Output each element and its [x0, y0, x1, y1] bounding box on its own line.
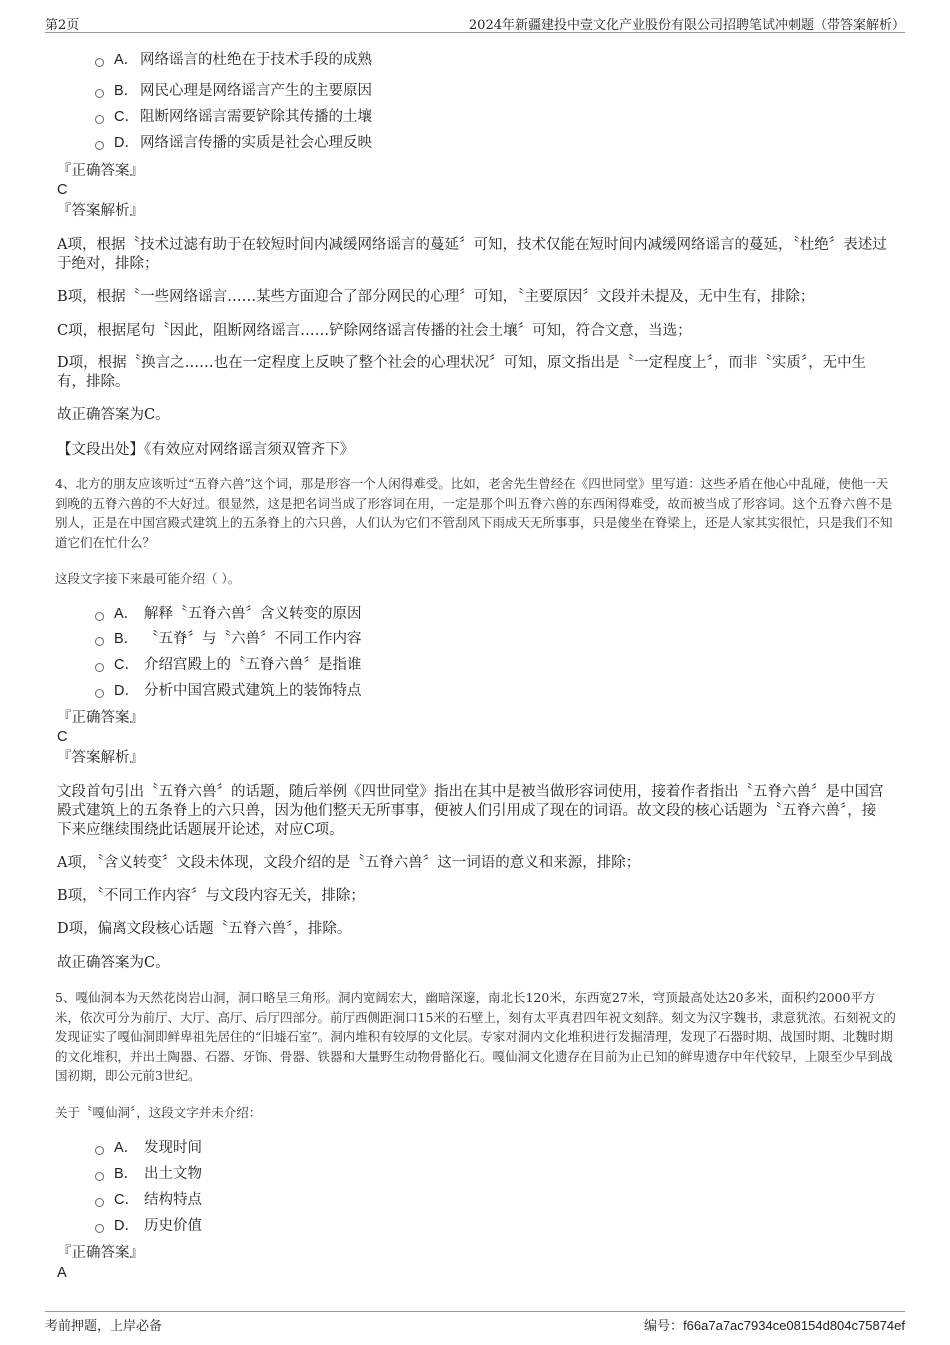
document-title: 2024年新疆建投中壹文化产业股份有限公司招聘笔试冲刺题（带答案解析） — [468, 18, 905, 33]
q5-answer: A — [57, 1265, 67, 1281]
q3-analysis-a: A项，根据〝技术过滤有助于在较短时间内减缓网络谣言的蔓延〞可知，技术仅能在短时间内减缓网络谣言的蔓延，〝杜绝〞表述过于绝对，排除； — [57, 237, 887, 272]
radio-icon[interactable] — [95, 1172, 104, 1181]
q4-analysis-heading: 『答案解析』 — [57, 750, 144, 766]
radio-icon[interactable] — [95, 689, 104, 698]
page-number: 第2页 — [45, 18, 80, 33]
q3-option-c[interactable]: C．阻断网络谣言需要铲除其传播的土壤 — [95, 107, 372, 127]
q3-option-d[interactable]: D．网络谣言传播的实质是社会心理反映 — [95, 133, 372, 153]
q4-stem: 4、北方的朋友应该听过“五脊六兽”这个词，那是形容一个人闲得难受。比如，老舍先生曾经在《四世同堂》里写道：这些矛盾在他心中乱碰，使他一天到晚的五脊六兽的不大好过。很显然，这是把名词当成了形容词在用，一定是那个叫五脊六兽的东西闲得难受，故而被当成了形容词。这个五脊六兽不是别人，正是在中国宫殿式建筑上的五条脊上的六只兽，人们认为它们不管刮风下雨成天无所事事，只是傻坐在脊梁上，还是人家其实很忙，只是我们不知道它们在忙什么？ — [55, 476, 893, 550]
radio-icon[interactable] — [95, 1224, 104, 1233]
radio-icon[interactable] — [95, 141, 104, 150]
q3-answer: C — [57, 182, 68, 198]
q3-source: 【文段出处】《有效应对网络谣言须双管齐下》 — [57, 442, 355, 458]
q5-stem: 5、嘎仙洞本为天然花岗岩山洞，洞口略呈三角形。洞内宽阔宏大，幽暗深邃，南北长120米，东西宽27米，穹顶最高处达20多米，面积约2000平方米，依次可分为前厅、大厅、高厅、后厅四部分。前厅西侧距洞口15米的石壁上，刻有太平真君四年祝文刻辞。刻文为汉字魏书，隶意犹浓。石刻祝文的发现证实了嘎仙洞即鲜卑祖先居住的“旧墟石室”。洞内堆积有较厚的文化层。专家对洞内文化堆积进行发掘清理，发现了石器时期、战国时期、北魏时期的文化堆积，并出土陶器、石器、牙饰、骨器、铁器和大量野生动物骨骼化石。嘎仙洞文化遗存在目前为止已知的鲜卑遗存中年代较早，上限至少早到战国初期，即公元前3世纪。 — [55, 990, 896, 1083]
radio-icon[interactable] — [95, 1146, 104, 1155]
q4-analysis-a: A项，〝含义转变〞文段未体现，文段介绍的是〝五脊六兽〞这一词语的意义和来源，排除； — [57, 855, 641, 871]
q5-option-b[interactable]: B． 出土文物 — [95, 1164, 202, 1184]
q4-option-a[interactable]: A． 解释〝五脊六兽〞含义转变的原因 — [95, 604, 362, 624]
q4-option-b[interactable]: B． 〝五脊〞与〝六兽〞不同工作内容 — [95, 629, 362, 649]
q4-question: 这段文字接下来最可能介绍（ ）。 — [55, 571, 241, 586]
radio-icon[interactable] — [95, 58, 104, 67]
document-code: 编号：f66a7a7ac7934ce08154d804c75874ef — [644, 1318, 905, 1334]
q5-option-c[interactable]: C． 结构特点 — [95, 1190, 202, 1210]
radio-icon[interactable] — [95, 637, 104, 646]
q3-analysis-b: B项，根据〝一些网络谣言……某些方面迎合了部分网民的心理〞可知，〝主要原因〞文段并未提及，无中生有，排除； — [57, 289, 815, 305]
q4-answer-heading: 『正确答案』 — [57, 710, 144, 726]
radio-icon[interactable] — [95, 89, 104, 98]
radio-icon[interactable] — [95, 612, 104, 621]
footer-slogan: 考前押题，上岸必备 — [45, 1319, 163, 1334]
q4-analysis-b: B项，〝不同工作内容〞与文段内容无关，排除； — [57, 888, 365, 904]
q5-answer-heading: 『正确答案』 — [57, 1245, 144, 1261]
page-footer — [45, 1311, 905, 1334]
q3-option-a[interactable]: A． 网络谣言的杜绝在于技术手段的成熟 — [95, 50, 372, 70]
q5-option-d[interactable]: D． 历史价值 — [95, 1216, 202, 1236]
page-header — [45, 14, 905, 33]
q5-option-a[interactable]: A． 发现时间 — [95, 1138, 202, 1158]
q5-question: 关于〝嘎仙洞〞，这段文字并未介绍： — [55, 1105, 262, 1120]
q4-answer: C — [57, 729, 68, 745]
radio-icon[interactable] — [95, 663, 104, 672]
radio-icon[interactable] — [95, 1198, 104, 1207]
q4-conclusion: 故正确答案为C。 — [57, 955, 170, 971]
q3-option-b[interactable]: B． 网民心理是网络谣言产生的主要原因 — [95, 81, 372, 101]
q3-analysis-d: D项，根据〝换言之……也在一定程度上反映了整个社会的心理状况〞可知，原文指出是〝一定程度上〞，而非〝实质〞，无中生有，排除。 — [57, 355, 867, 390]
q3-conclusion: 故正确答案为C。 — [57, 407, 170, 423]
radio-icon[interactable] — [95, 115, 104, 124]
q4-option-c[interactable]: C． 介绍宫殿上的〝五脊六兽〞是指谁 — [95, 655, 362, 675]
q4-option-d[interactable]: D． 分析中国宫殿式建筑上的装饰特点 — [95, 681, 362, 701]
q3-analysis-heading: 『答案解析』 — [57, 203, 144, 219]
q4-analysis-d: D项，偏离文段核心话题〝五脊六兽〞，排除。 — [57, 921, 352, 937]
q4-analysis-main: 文段首句引出〝五脊六兽〞的话题，随后举例《四世同堂》指出在其中是被当做形容词使用，接着作者指出〝五脊六兽〞是中国宫殿式建筑上的五条脊上的六只兽，因为他们整天无所事事，便被人们引用成了现在的词语。故文段的核心话题为〝五脊六兽〞，接下来应继续围绕此话题展开论述，对应C项。 — [57, 784, 884, 838]
q3-analysis-c: C项，根据尾句〝因此，阻断网络谣言……铲除网络谣言传播的社会土壤〞可知，符合文意，当选； — [57, 323, 692, 339]
q3-answer-heading: 『正确答案』 — [57, 163, 144, 179]
